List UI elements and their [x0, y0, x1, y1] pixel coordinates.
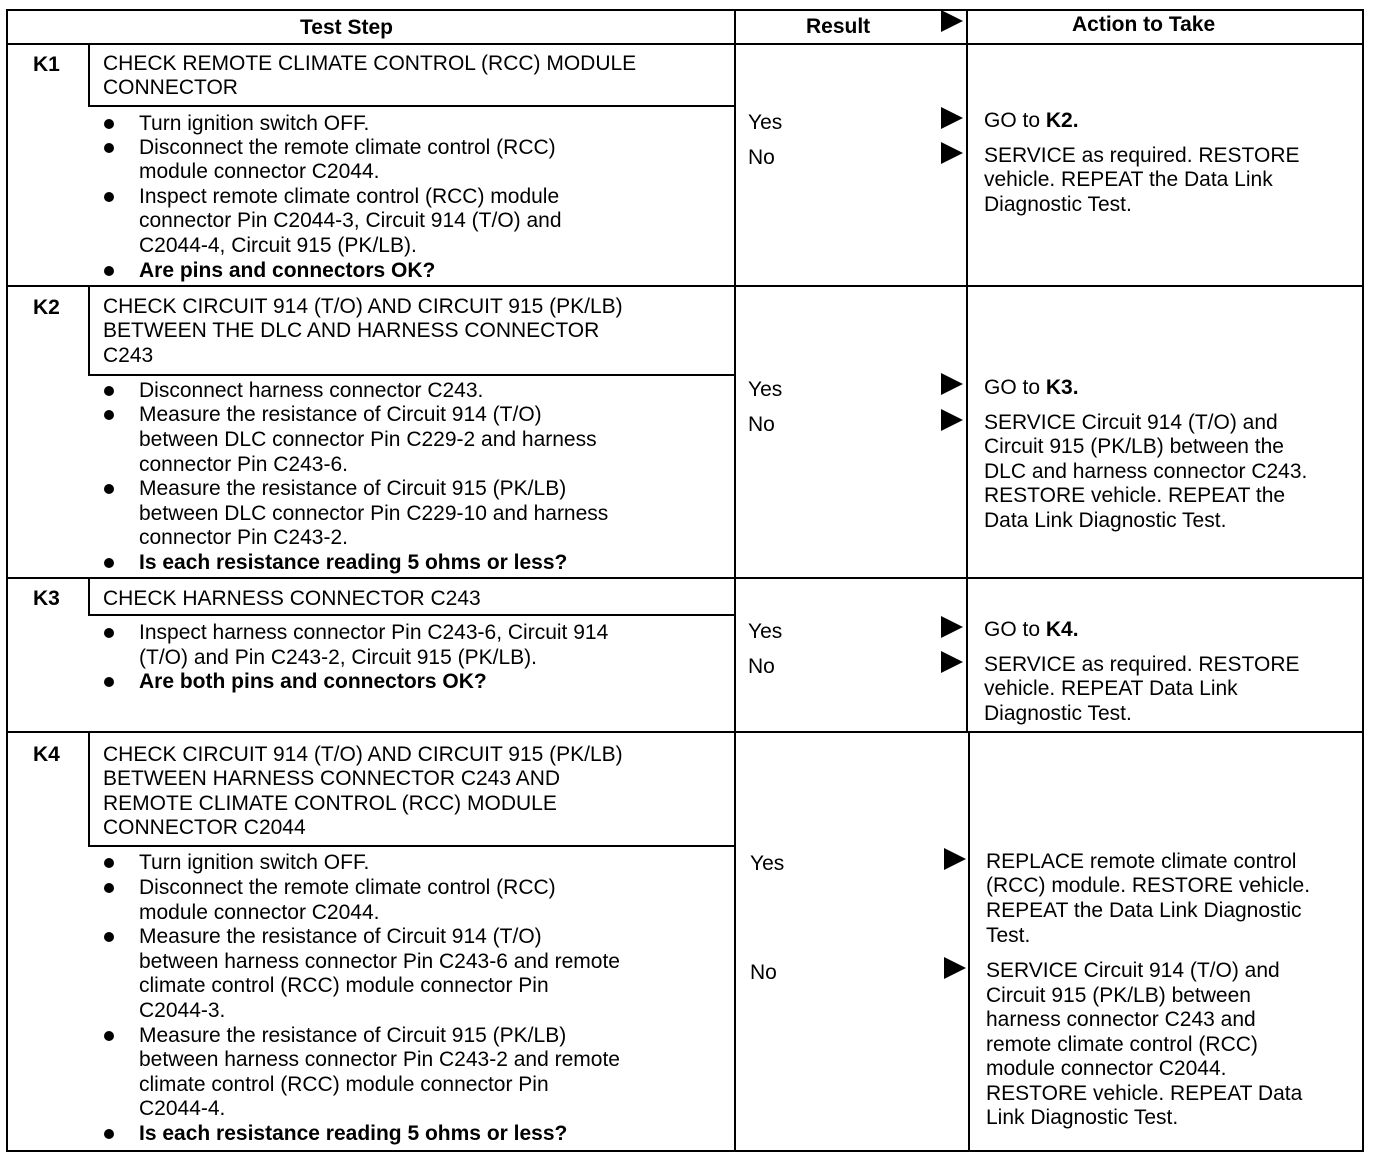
- k3-bullet1-line2: (T/O) and Pin C243-2, Circuit 915 (PK/LB).: [139, 646, 537, 669]
- k3-yes-action: GO to K4.: [984, 618, 1079, 641]
- step-id-k2: K2: [33, 296, 60, 319]
- k4-bullet3-line2: between harness connector Pin C243-6 and remote: [139, 950, 620, 973]
- step-title-k4-line1: CHECK CIRCUIT 914 (T/O) AND CIRCUIT 915 (PK/LB): [103, 743, 623, 766]
- k1-bullet3-line1: Inspect remote climate control (RCC) module: [139, 185, 560, 208]
- arrow-icon: [944, 848, 966, 870]
- k3-no-action-line1: SERVICE as required. RESTORE: [984, 653, 1300, 676]
- arrow-icon: [941, 142, 963, 164]
- k4-bullet4-line2: between harness connector Pin C243-2 and remote: [139, 1048, 620, 1071]
- k1-bullet1-line1: Turn ignition switch OFF.: [139, 112, 370, 135]
- header-action: Action to Take: [1072, 13, 1216, 36]
- k4-bullet4-line4: C2044-4.: [139, 1097, 226, 1120]
- table-border-left: [6, 9, 8, 1152]
- k4-bullet1-line1: Turn ignition switch OFF.: [139, 851, 370, 874]
- step-title-k4-line2: BETWEEN HARNESS CONNECTOR C243 AND: [103, 767, 561, 790]
- k4-bullet4-line3: climate control (RCC) module connector Pin: [139, 1073, 549, 1096]
- title-underline-k2: [88, 374, 736, 376]
- header-result: Result: [806, 15, 871, 38]
- k1-bullet4-line1: Are pins and connectors OK?: [139, 259, 436, 282]
- k3-bullet1-line1: Inspect harness connector Pin C243-6, Circuit 914: [139, 621, 609, 644]
- k1-no: No: [748, 146, 775, 169]
- k4-no-action-line2: Circuit 915 (PK/LB) between: [986, 984, 1251, 1007]
- header-divider: [6, 43, 1364, 45]
- k2-no-action-line3: DLC and harness connector C243.: [984, 460, 1308, 483]
- header-arrow-icon: [941, 10, 963, 32]
- k4-no-action-line6: RESTORE vehicle. REPEAT Data: [986, 1082, 1303, 1105]
- step-title-k2-line1: CHECK CIRCUIT 914 (T/O) AND CIRCUIT 915 (PK/LB): [103, 295, 623, 318]
- k4-yes-action-line4: Test.: [986, 924, 1031, 947]
- bullet-icon: [104, 484, 114, 494]
- k2-bullet2-line2: between DLC connector Pin C229-2 and harness: [139, 428, 597, 451]
- k1-bullet2-line2: module connector C2044.: [139, 160, 380, 183]
- row-divider-k2-k3: [6, 577, 1364, 579]
- step-title-k4-line3: REMOTE CLIMATE CONTROL (RCC) MODULE: [103, 792, 557, 815]
- bullet-icon: [104, 119, 114, 129]
- title-underline-k1: [88, 105, 736, 107]
- col-divider-action-k4: [968, 731, 970, 1152]
- step-id-k4: K4: [33, 743, 60, 766]
- k1-no-action-line2: vehicle. REPEAT the Data Link: [984, 168, 1273, 191]
- id-divider-k1: [88, 43, 90, 107]
- row-divider-k1-k2: [6, 285, 1364, 287]
- step-id-k3: K3: [33, 587, 60, 610]
- k1-no-action-line3: Diagnostic Test.: [984, 193, 1132, 216]
- step-title-k3-line1: CHECK HARNESS CONNECTOR C243: [103, 587, 481, 610]
- k4-bullet3-line4: C2044-3.: [139, 999, 226, 1022]
- k2-bullet1-line1: Disconnect harness connector C243.: [139, 379, 484, 402]
- step-title-k1-line1: CHECK REMOTE CLIMATE CONTROL (RCC) MODULE: [103, 52, 637, 75]
- step-title-k4-line4: CONNECTOR C2044: [103, 816, 306, 839]
- k2-yes: Yes: [748, 378, 783, 401]
- k4-no-action-line5: module connector C2044.: [986, 1057, 1227, 1080]
- k2-no-action-line1: SERVICE Circuit 914 (T/O) and: [984, 411, 1278, 434]
- k2-bullet4-line1: Is each resistance reading 5 ohms or less?: [139, 551, 568, 574]
- arrow-icon: [941, 373, 963, 395]
- k4-bullet5-line1: Is each resistance reading 5 ohms or less?: [139, 1122, 568, 1145]
- k4-yes-action-line2: (RCC) module. RESTORE vehicle.: [986, 874, 1311, 897]
- k4-no-action-line3: harness connector C243 and: [986, 1008, 1256, 1031]
- k4-yes-action-line3: REPEAT the Data Link Diagnostic: [986, 899, 1302, 922]
- k2-no-action-line5: Data Link Diagnostic Test.: [984, 509, 1227, 532]
- k1-yes: Yes: [748, 111, 783, 134]
- table-border-top: [6, 9, 1364, 11]
- k4-no-action-line4: remote climate control (RCC): [986, 1033, 1258, 1056]
- bullet-icon: [104, 1031, 114, 1041]
- bullet-icon: [104, 410, 114, 420]
- k1-bullet3-line2: connector Pin C2044-3, Circuit 914 (T/O) and: [139, 209, 562, 232]
- bullet-icon: [104, 1129, 114, 1139]
- k4-bullet2-line1: Disconnect the remote climate control (RCC): [139, 876, 556, 899]
- k2-yes-action: GO to K3.: [984, 376, 1079, 399]
- k4-no: No: [750, 961, 777, 984]
- table-border-bottom: [6, 1150, 1364, 1152]
- k2-bullet3-line3: connector Pin C243-2.: [139, 526, 348, 549]
- header-test-step: Test Step: [300, 16, 393, 39]
- k2-no: No: [748, 413, 775, 436]
- k1-no-action-line1: SERVICE as required. RESTORE: [984, 144, 1300, 167]
- bullet-icon: [104, 883, 114, 893]
- k2-bullet2-line1: Measure the resistance of Circuit 914 (T/O): [139, 403, 542, 426]
- title-underline-k3: [88, 614, 736, 616]
- bullet-icon: [104, 932, 114, 942]
- bullet-icon: [104, 143, 114, 153]
- k1-bullet2-line1: Disconnect the remote climate control (RCC): [139, 136, 556, 159]
- step-title-k1-line2: CONNECTOR: [103, 76, 238, 99]
- bullet-icon: [104, 386, 114, 396]
- k4-bullet4-line1: Measure the resistance of Circuit 915 (PK/LB): [139, 1024, 567, 1047]
- k2-no-action-line4: RESTORE vehicle. REPEAT the: [984, 484, 1286, 507]
- k3-no: No: [748, 655, 775, 678]
- bullet-icon: [104, 558, 114, 568]
- k4-yes-action-line1: REPLACE remote climate control: [986, 850, 1297, 873]
- k4-yes: Yes: [750, 852, 785, 875]
- k3-bullet2-line1: Are both pins and connectors OK?: [139, 670, 487, 693]
- row-divider-k3-k4: [6, 731, 1364, 733]
- id-divider-k4: [88, 731, 90, 847]
- col-divider-result: [734, 9, 736, 1152]
- k4-bullet3-line3: climate control (RCC) module connector Pin: [139, 974, 549, 997]
- step-title-k2-line2: BETWEEN THE DLC AND HARNESS CONNECTOR: [103, 319, 600, 342]
- arrow-icon: [941, 107, 963, 129]
- k4-no-action-line7: Link Diagnostic Test.: [986, 1106, 1179, 1129]
- bullet-icon: [104, 628, 114, 638]
- k3-no-action-line2: vehicle. REPEAT Data Link: [984, 677, 1238, 700]
- k2-bullet2-line3: connector Pin C243-6.: [139, 453, 348, 476]
- bullet-icon: [104, 677, 114, 687]
- k1-yes-action: GO to K2.: [984, 109, 1079, 132]
- k4-bullet3-line1: Measure the resistance of Circuit 914 (T/O): [139, 925, 542, 948]
- k3-no-action-line3: Diagnostic Test.: [984, 702, 1132, 725]
- arrow-icon: [944, 957, 966, 979]
- bullet-icon: [104, 858, 114, 868]
- id-divider-k3: [88, 577, 90, 616]
- k2-bullet3-line1: Measure the resistance of Circuit 915 (PK/LB): [139, 477, 567, 500]
- col-divider-action: [966, 9, 968, 731]
- k3-yes: Yes: [748, 620, 783, 643]
- k4-no-action-line1: SERVICE Circuit 914 (T/O) and: [986, 959, 1280, 982]
- bullet-icon: [104, 266, 114, 276]
- k1-bullet3-line3: C2044-4, Circuit 915 (PK/LB).: [139, 234, 417, 257]
- title-underline-k4: [88, 845, 736, 847]
- step-title-k2-line3: C243: [103, 344, 154, 367]
- step-id-k1: K1: [33, 53, 60, 76]
- arrow-icon: [941, 651, 963, 673]
- k2-no-action-line2: Circuit 915 (PK/LB) between the: [984, 435, 1284, 458]
- k4-bullet2-line2: module connector C2044.: [139, 901, 380, 924]
- id-divider-k2: [88, 285, 90, 376]
- k2-bullet3-line2: between DLC connector Pin C229-10 and harness: [139, 502, 609, 525]
- arrow-icon: [941, 616, 963, 638]
- bullet-icon: [104, 192, 114, 202]
- table-border-right: [1362, 9, 1364, 1152]
- arrow-icon: [941, 409, 963, 431]
